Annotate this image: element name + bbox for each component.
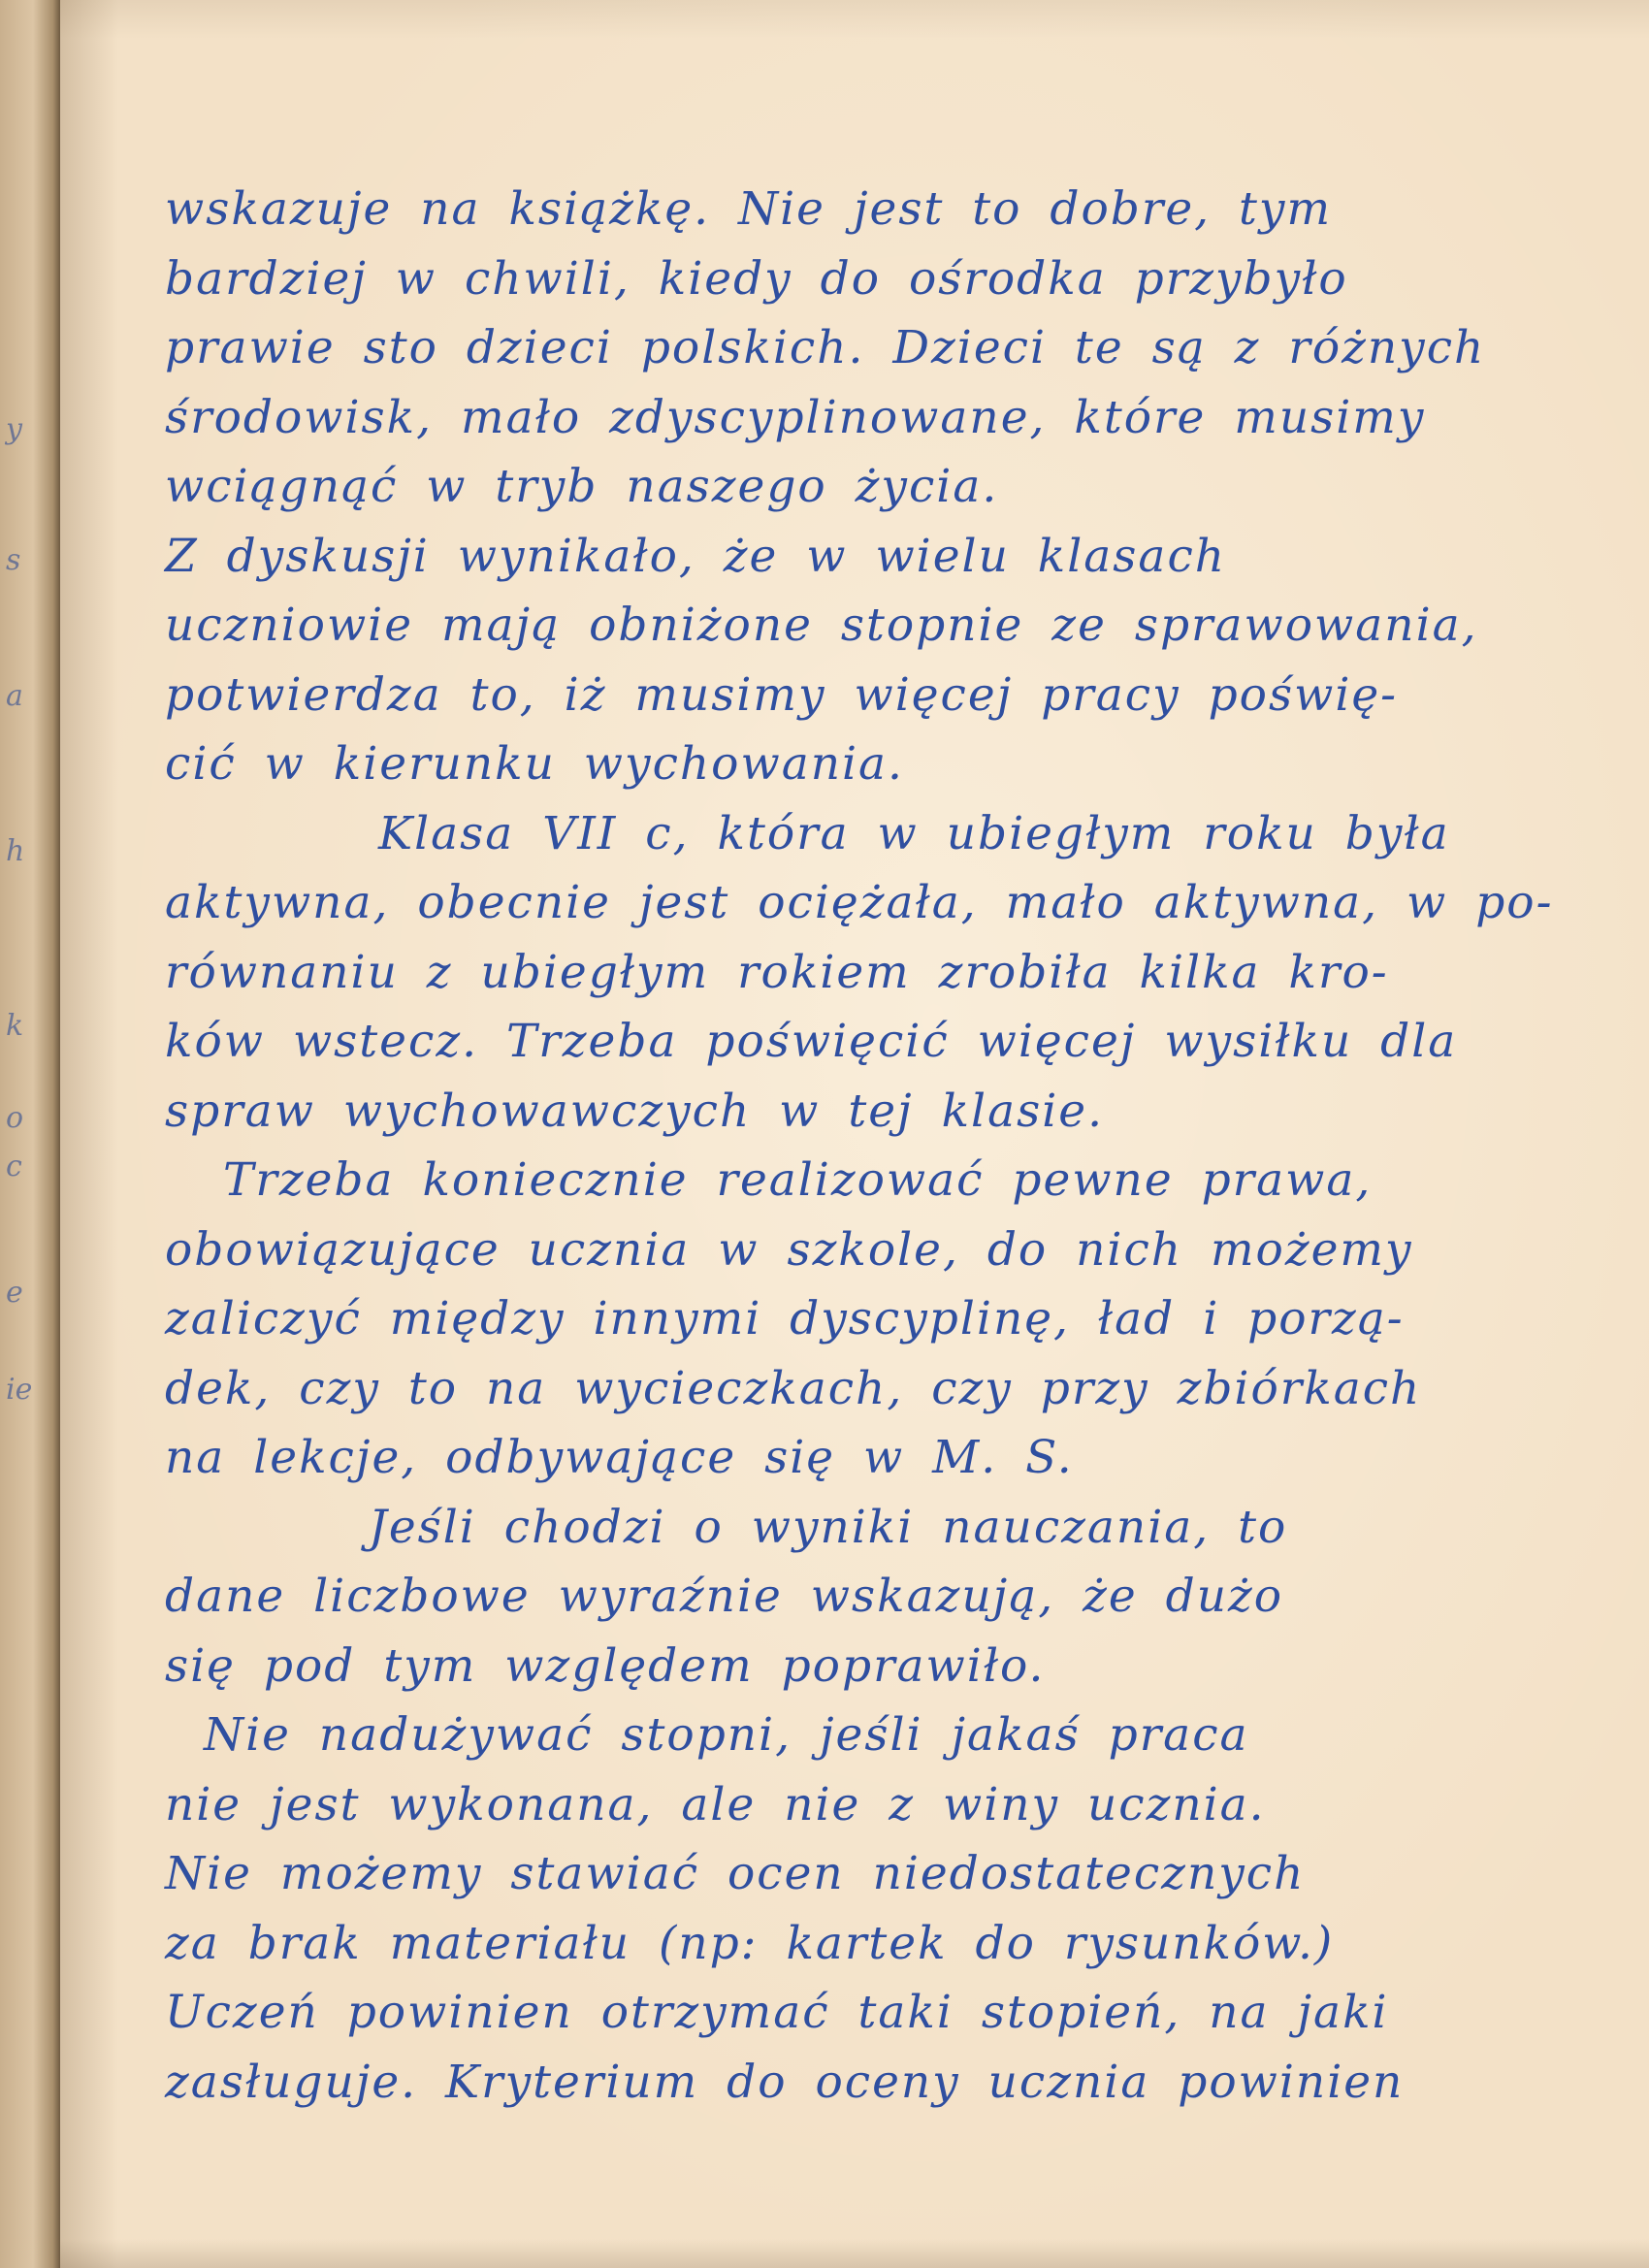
previous-page-margin xyxy=(2,0,56,2268)
text-line: się pod tym względem poprawiło. xyxy=(165,1638,1046,1693)
text-line: środowisk, mało zdyscyplinowane, które musimy xyxy=(165,390,1426,444)
margin-fragment: c xyxy=(6,1150,22,1183)
text-line: Jeśli chodzi o wyniki nauczania, to xyxy=(369,1500,1288,1554)
text-line: spraw wychowawczych w tej klasie. xyxy=(165,1084,1105,1138)
text-line: bardziej w chwili, kiedy do ośrodka przybyło xyxy=(165,251,1348,306)
text-line: ków wstecz. Trzeba poświęcić więcej wysiłku dla xyxy=(165,1015,1458,1068)
margin-fragment: s xyxy=(6,543,21,577)
text-line: cić w kierunku wychowania. xyxy=(165,737,904,791)
text-line: równaniu z ubiegłym rokiem zrobiła kilka kro- xyxy=(165,945,1389,999)
text-line: za brak materiału (np: kartek do rysunków.) xyxy=(165,1916,1335,1970)
margin-fragment: k xyxy=(6,1009,24,1043)
text-line: potwierdza to, iż musimy więcej pracy poświę- xyxy=(165,667,1399,722)
text-line: zaliczyć między innymi dyscyplinę, ład i porzą- xyxy=(165,1292,1405,1345)
margin-fragment: e xyxy=(6,1276,23,1310)
text-line: obowiązujące ucznia w szkole, do nich możemy xyxy=(165,1222,1413,1277)
text-line: aktywna, obecnie jest ociężała, mało aktywna, w po- xyxy=(165,876,1554,929)
text-line: Trzeba koniecznie realizować pewne prawa, xyxy=(223,1153,1373,1207)
text-line: Klasa VII c, która w ubiegłym roku była xyxy=(378,806,1450,860)
text-line: zasługuje. Kryterium do oceny ucznia powinien xyxy=(165,2055,1405,2109)
margin-fragment: o xyxy=(6,1101,24,1135)
text-line: wciągnąć w tryb naszego życia. xyxy=(165,460,999,513)
handwritten-text-body xyxy=(165,175,1554,2117)
text-line: Z dyskusji wynikało, że w wielu klasach xyxy=(165,529,1227,583)
text-line: Uczeń powinien otrzymać taki stopień, na jaki xyxy=(165,1986,1389,2039)
text-line: dek, czy to na wycieczkach, czy przy zbiórkach xyxy=(165,1361,1422,1415)
text-line: nie jest wykonana, ale nie z winy ucznia. xyxy=(165,1777,1266,1831)
margin-fragment: h xyxy=(6,834,25,868)
margin-fragment: ie xyxy=(6,1373,33,1407)
text-line: Nie nadużywać stopni, jeśli jakaś praca xyxy=(204,1708,1249,1762)
text-line: dane liczbowe wyraźnie wskazują, że dużo xyxy=(165,1570,1284,1623)
text-line: na lekcje, odbywające się w M. S. xyxy=(165,1431,1074,1484)
text-line: prawie sto dzieci polskich. Dzieci te są z różnych xyxy=(165,321,1486,374)
margin-fragment: y xyxy=(6,412,22,446)
text-line: wskazuje na książkę. Nie jest to dobre, tym xyxy=(165,182,1333,236)
page-bottom-shadow xyxy=(60,2239,1649,2268)
margin-fragment: a xyxy=(6,679,23,713)
text-line: Nie możemy stawiać ocen niedostatecznych xyxy=(165,1847,1306,1900)
text-line: uczniowie mają obniżone stopnie ze sprawowania, xyxy=(165,599,1478,652)
